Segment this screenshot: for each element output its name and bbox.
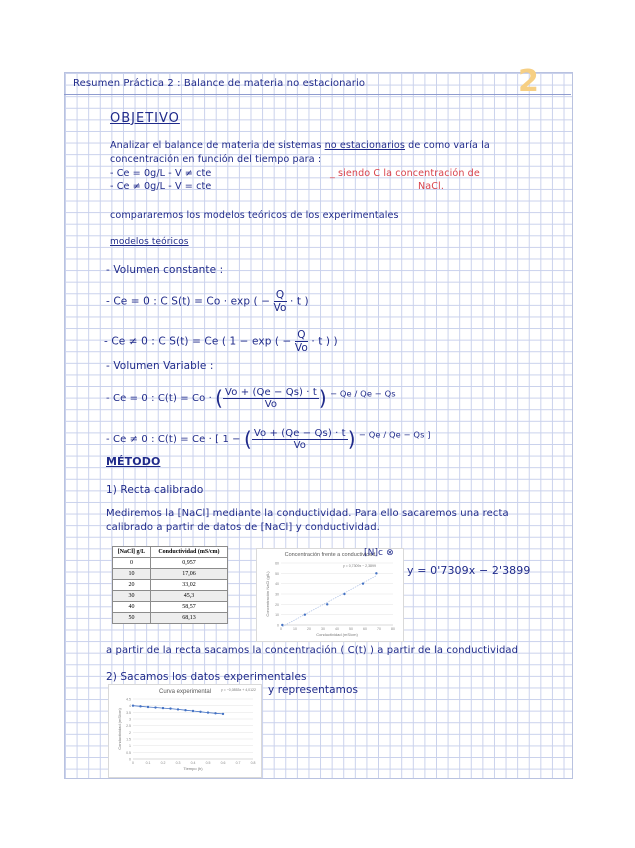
data-point [343,593,345,595]
y-tick-label: 2 [129,730,131,735]
x-tick-label: 0.6 [220,761,226,765]
calibration-chart [256,548,404,642]
equation-3: - Ce = 0 : C(t) = Co · ( $\frac{Vo + (Qe - Qs) \cdot t}{Vo}$ ) $^{- Qe / Qe - Qs}$ [106,386,396,410]
data-point [326,603,328,605]
cell-conductividad: 45,3 [150,591,227,602]
data-point [222,713,224,715]
x-axis-label: Conductividad (mS/cm) [316,632,358,637]
equation-2: - Ce ≠ 0 : C S(t) = Ce ( 1 − exp ( − $\frac{Q}{Vo}$ · t ) ) [104,329,338,354]
y-tick-label: 3 [129,717,131,722]
metodo-heading: MÉTODO [106,455,161,468]
x-tick-label: 40 [335,627,339,631]
cell-nacl: 30 [113,591,151,602]
x-tick-label: 0.2 [160,761,166,765]
data-point [304,613,306,615]
cell-conductividad: 17,06 [150,569,227,580]
x-tick-label: 0.1 [145,761,151,765]
data-point [207,711,209,713]
handwritten-axis-note: [N]c ⊗ [364,548,394,558]
chart2-title: Curva experimental [158,689,212,695]
note-line2: NaCl. [418,181,444,192]
x-tick-label: 30 [321,627,325,631]
data-point [132,704,134,706]
col-header-conductividad: Conductividad (mS/cm) [150,547,227,558]
modelos-heading: modelos teóricos [110,237,189,247]
x-tick-label: 0.8 [250,761,256,765]
x-tick-label: 60 [363,627,367,631]
y-tick-label: 50 [275,571,279,576]
y-tick-label: 30 [275,592,279,597]
cell-nacl: 50 [113,613,151,624]
y-tick-label: 1.5 [126,737,131,742]
x-tick-label: 50 [349,627,353,631]
y-axis-label: Concentración NaCl (g/L) [265,571,270,617]
cell-conductividad: 58,57 [150,602,227,613]
cell-conductividad: 68,13 [150,613,227,624]
experimental-chart [108,684,262,778]
cell-nacl: 10 [113,569,151,580]
x-tick-label: 0.4 [190,761,196,765]
data-point [184,709,186,711]
after-chart-text: a partir de la recta sacamos la concentración ( C(t) ) a partir de la conductividad [106,645,519,656]
y-tick-label: 4 [129,704,131,709]
chart1-svg [257,549,403,641]
note-line1: _ siendo C la concentración de [330,168,480,179]
y-tick-label: 40 [275,582,279,587]
case-ce-nonzero: - Ce ≠ 0g/L - V = cte [110,181,212,192]
step-2: 2) Sacamos los datos experimentales [106,671,307,683]
data-point [169,707,171,709]
cell-nacl: 0 [113,558,151,569]
table-row [113,580,228,591]
col-header-nacl: [NaCl] g/L [113,547,151,558]
trend-equation: y = 0,7309x − 2,3899 [343,564,376,568]
x-tick-label: 0 [280,627,282,631]
data-point [162,707,164,709]
table-row [113,569,228,580]
data-point [214,712,216,714]
data-point [147,706,149,708]
paragraph-2: calibrado a partir de datos de [NaCl] y conductividad. [106,522,380,533]
paragraph-1: Mediremos la [NaCl] mediante la conductividad. Para ello sacaremos una recta [106,508,509,519]
x-tick-label: 0.3 [175,761,181,765]
y-axis-label: Conductividad (mS/cm) [117,708,122,750]
x-tick-label: 20 [307,627,311,631]
cell-conductividad: 0,957 [150,558,227,569]
x-tick-label: 0.7 [235,761,241,765]
cell-conductividad: 33,02 [150,580,227,591]
data-point [375,572,377,574]
y-tick-label: 60 [275,561,279,566]
x-tick-label: 70 [377,627,381,631]
table-row [113,613,228,624]
data-point [192,710,194,712]
x-tick-label: 0 [132,761,134,765]
calibration-table [112,546,228,624]
data-point [199,711,201,713]
equation-4: - Ce ≠ 0 : C(t) = Ce · [ 1 − ( $\frac{Vo + (Qe - Qs) \cdot t}{Vo}$ ) $^{- Qe / Qe - Qs ]}$ [106,427,431,451]
objetivo-heading: OBJETIVO [110,111,180,126]
y-tick-label: 10 [275,613,279,618]
x-axis-label: Tiempo (h) [183,766,203,771]
y-tick-label: 0 [277,623,279,628]
table-row [113,602,228,613]
objetivo-line1: Analizar el balance de materia de sistemas no estacionarios de como varía la [110,140,490,151]
calibration-equation: y = 0'7309x − 2'3899 [407,564,531,577]
data-point [154,706,156,708]
y-tick-label: 1 [129,744,131,749]
equation-1: - Ce = 0 : C S(t) = Co · exp ( − $\frac{Q}{Vo}$ · t ) [106,289,309,314]
chart2-svg [109,685,261,777]
x-tick-label: 80 [391,627,395,631]
page-title: Resumen Práctica 2 : Balance de materia no estacionario [73,78,366,89]
trend-equation: y = −0,0853x + 4,0122 [221,688,256,692]
data-point [139,705,141,707]
y-tick-label: 0 [129,757,131,762]
step-2-continued: y representamos [268,684,359,696]
x-tick-label: 10 [293,627,297,631]
objetivo-line2: concentración en función del tiempo para : [110,154,322,165]
vol-const-label: - Volumen constante : [106,264,224,276]
chart1-title: Concentración frente a conductividad [284,552,376,558]
data-point [362,582,364,584]
case-ce-zero: - Ce = 0g/L - V ≠ cte [110,168,212,179]
x-tick-label: 0.5 [205,761,211,765]
y-tick-label: 20 [275,602,279,607]
y-tick-label: 4.5 [126,697,131,702]
table-row [113,558,228,569]
vol-var-label: - Volumen Variable : [106,360,214,372]
data-point [177,708,179,710]
cell-nacl: 40 [113,602,151,613]
step-1: 1) Recta calibrado [106,484,204,496]
table-row [113,591,228,602]
cell-nacl: 20 [113,580,151,591]
compare-text: compararemos los modelos teóricos de los experimentales [110,210,399,221]
page-number: 2 [518,64,539,99]
y-tick-label: 2.5 [126,724,131,729]
data-point [281,624,283,626]
y-tick-label: 3.5 [126,710,131,715]
y-tick-label: 0.5 [126,750,131,755]
